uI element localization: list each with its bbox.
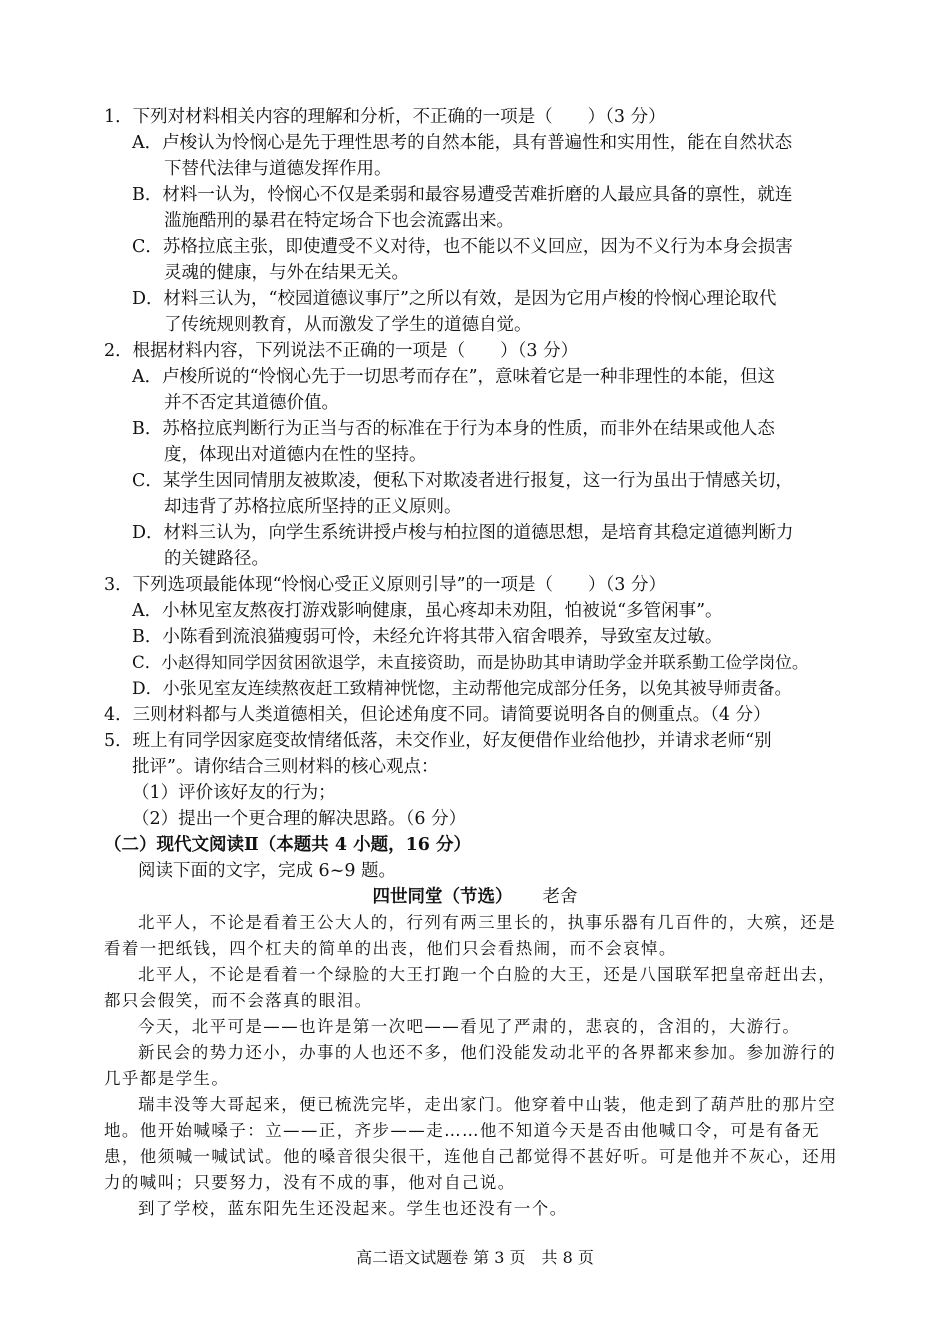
question-1-option-b: B．材料一认为，怜悯心不仅是柔弱和最容易遭受苦难折磨的人最应具备的禀性，就连 [132,185,793,205]
passage-author: 老舍 [542,887,578,907]
section-instruction: 阅读下面的文字，完成 6~9 题。 [138,861,397,881]
question-1-option-a-cont: 下替代法律与道德发挥作用。 [164,159,392,179]
passage-paragraph: 到了学校，蓝东阳先生还没起来。学生也还没有一个。 [138,1199,568,1218]
question-2-option-a: A．卢梭所说的“怜悯心先于一切思考而存在”，意味着它是一种非理性的本能，但这 [132,367,776,387]
question-3-option-d: D．小张见室友连续熬夜赶工致精神恍惚，主动帮他完成部分任务，以免其被导师责备。 [132,679,792,699]
question-2-option-b-cont: 度，体现出对道德内在性的坚持。 [164,445,427,465]
question-4-stem: 4．三则材料都与人类道德相关，但论述角度不同。请简要说明各自的侧重点。（4 分） [104,705,771,725]
passage-paragraph: 新民会的势力还小，办事的人也还不多，他们没能发动北平的各界都来参加。参加游行的几乎都是学生。 [104,1043,837,1088]
section-heading: （二）现代文阅读Ⅱ（本题共 4 小题，16 分） [104,835,472,855]
question-2-option-b: B．苏格拉底判断行为正当与否的标准在于行为本身的性质，而非外在结果或他人态 [132,419,775,439]
passage-title: 四世同堂（节选） [372,887,513,907]
question-1-option-c-cont: 灵魂的健康，与外在结果无关。 [164,263,409,283]
question-1-option-a: A．卢梭认为怜悯心是先于理性思考的自然本能，具有普遍性和实用性，能在自然状态 [132,133,793,153]
question-1-option-c: C．苏格拉底主张，即使遭受不义对待，也不能以不义回应，因为不义行为本身会损害 [132,237,793,257]
question-1-option-d-cont: 了传统规则教育，从而激发了学生的道德自觉。 [164,315,532,335]
question-3-option-c: C．小赵得知同学因贫困欲退学，未直接资助，而是协助其申请助学金并联系勤工俭学岗位。 [132,653,809,672]
question-3-option-a: A．小林见室友熬夜打游戏影响健康，虽心疼却未劝阻，怕被说“多管闲事”。 [132,601,723,621]
passage-paragraph: 今天，北平可是——也许是第一次吧——看见了严肃的，悲哀的，含泪的，大游行。 [138,1017,801,1036]
passage-title-line [0,884,950,910]
passage-paragraph: 北平人，不论是看着一个绿脸的大王打跑一个白脸的大王，还是八国联军把皇帝赶出去，都只会假笑，而不会落真的眼泪。 [104,965,837,1010]
question-1-stem: 1．下列对材料相关内容的理解和分析，不正确的一项是（ ）（3 分） [104,107,666,127]
question-2-option-d: D．材料三认为，向学生系统讲授卢梭与柏拉图的道德思想，是培育其稳定道德判断力 [132,523,794,543]
question-5-sub-1: （1）评价该好友的行为； [132,783,336,803]
page-footer: 高二语文试题卷 第 3 页 共 8 页 [356,1248,594,1267]
question-5-stem-cont: 批评”。请你结合三则材料的核心观点： [132,757,439,777]
question-2-option-c: C．某学生因同情朋友被欺凌，便私下对欺凌者进行报复，这一行为虽出于情感关切， [132,471,793,491]
question-1-option-d: D．材料三认为，“校园道德议事厅”之所以有效，是因为它用卢梭的怜悯心理论取代 [132,289,777,309]
question-2-option-d-cont: 的关键路径。 [164,549,269,569]
passage-paragraph: 瑞丰没等大哥起来，便已梳洗完毕，走出家门。他穿着中山装，他走到了葫芦肚的那片空地。他开始喊嗓子：立——正，齐步——走……他不知道今天是否由他喊口令，可是有备无患，他须喊一喊试试。他的嗓音很尖很干，连他自己都觉得不甚好听。可是他并不灰心，还用力的喊叫；只要努力，没有不成的事，他对自己说。 [104,1095,838,1192]
question-1-option-b-cont: 滥施酷刑的暴君在特定场合下也会流露出来。 [164,211,514,231]
question-2-option-c-cont: 却违背了苏格拉底所坚持的正义原则。 [164,497,462,517]
question-2-option-a-cont: 并不否定其道德价值。 [164,393,339,413]
question-3-option-b: B．小陈看到流浪猫瘦弱可怜，未经允许将其带入宿舍喂养，导致室友过敏。 [132,627,723,647]
question-2-stem: 2．根据材料内容，下列说法不正确的一项是（ ）（3 分） [104,341,579,361]
question-5-sub-2: （2）提出一个更合理的解决思路。（6 分） [132,809,467,829]
passage-paragraph: 北平人，不论是看着王公大人的，行列有两三里长的，执事乐器有几百件的，大殡，还是看着一把纸钱，四个杠夫的简单的出丧，他们只会看热闹，而不会哀悼。 [104,913,837,958]
question-5-stem: 5．班上有同学因家庭变故情绪低落，未交作业，好友便借作业给他抄，并请求老师“别 [104,731,772,751]
question-3-stem: 3．下列选项最能体现“怜悯心受正义原则引导”的一项是（ ）（3 分） [104,575,666,595]
